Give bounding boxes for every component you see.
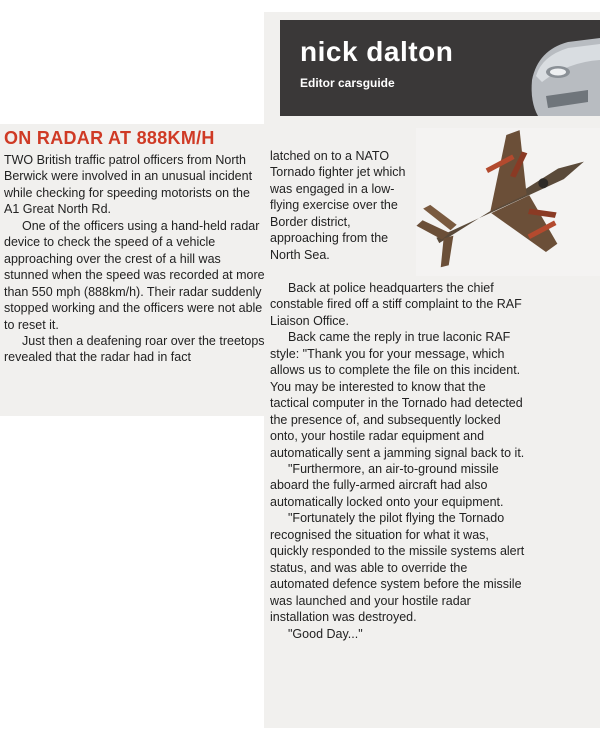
- paragraph: "Fortunately the pilot flying the Tornado recognised the situation for what it was, quickly responded to the missile systems alert status, and was able to override the automated defence system before the missile was launched and your hostile radar installation was destroyed.: [270, 511, 525, 625]
- article-headline: ON RADAR AT 888KM/H: [4, 128, 215, 148]
- article-column-right: [270, 280, 526, 642]
- paragraph: "Good Day...": [288, 626, 363, 641]
- paragraph: "Furthermore, an air-to-ground missile aboard the fully-armed aircraft had also automatically locked onto your equipment.: [270, 461, 504, 509]
- article-column-left: [4, 152, 268, 366]
- paragraph: latched on to a NATO Tornado fighter jet which was engaged in a low-flying exercise over the Border district, approaching from the North Sea.: [270, 149, 406, 262]
- paragraph: One of the officers using a hand-held radar device to check the speed of a vehicle approaching over the crest of a hill was stunned when the speed was recorded at more than 550 mph (888km/h). Their radar suddenly stopped working and the officers were not able to reset it.: [4, 218, 265, 332]
- car-photo: [528, 20, 600, 116]
- paragraph: TWO British traffic patrol officers from North Berwick were involved in an unusual incident while checking for speeding motorists on the A1 Great North Rd.: [4, 153, 253, 217]
- columnist-role: Editor carsguide: [300, 76, 395, 90]
- paragraph: Back at police headquarters the chief constable fired off a stiff complaint to the RAF Liaison Office.: [270, 281, 522, 328]
- paragraph: Back came the reply in true laconic RAF style: "Thank you for your message, which allows us to complete the file on this incident. You may be interested to know that the tactical computer in the Tornado had detected the presence of, and subsequently locked onto, your hostile radar equipment and automatically sent a jamming signal back to it.: [270, 330, 525, 460]
- article-column-right-top: [270, 148, 420, 263]
- paragraph: Just then a deafening roar over the treetops revealed that the radar had in fact: [4, 333, 265, 365]
- columnist-name: nick dalton: [300, 36, 454, 67]
- tornado-jet-photo: [416, 128, 600, 276]
